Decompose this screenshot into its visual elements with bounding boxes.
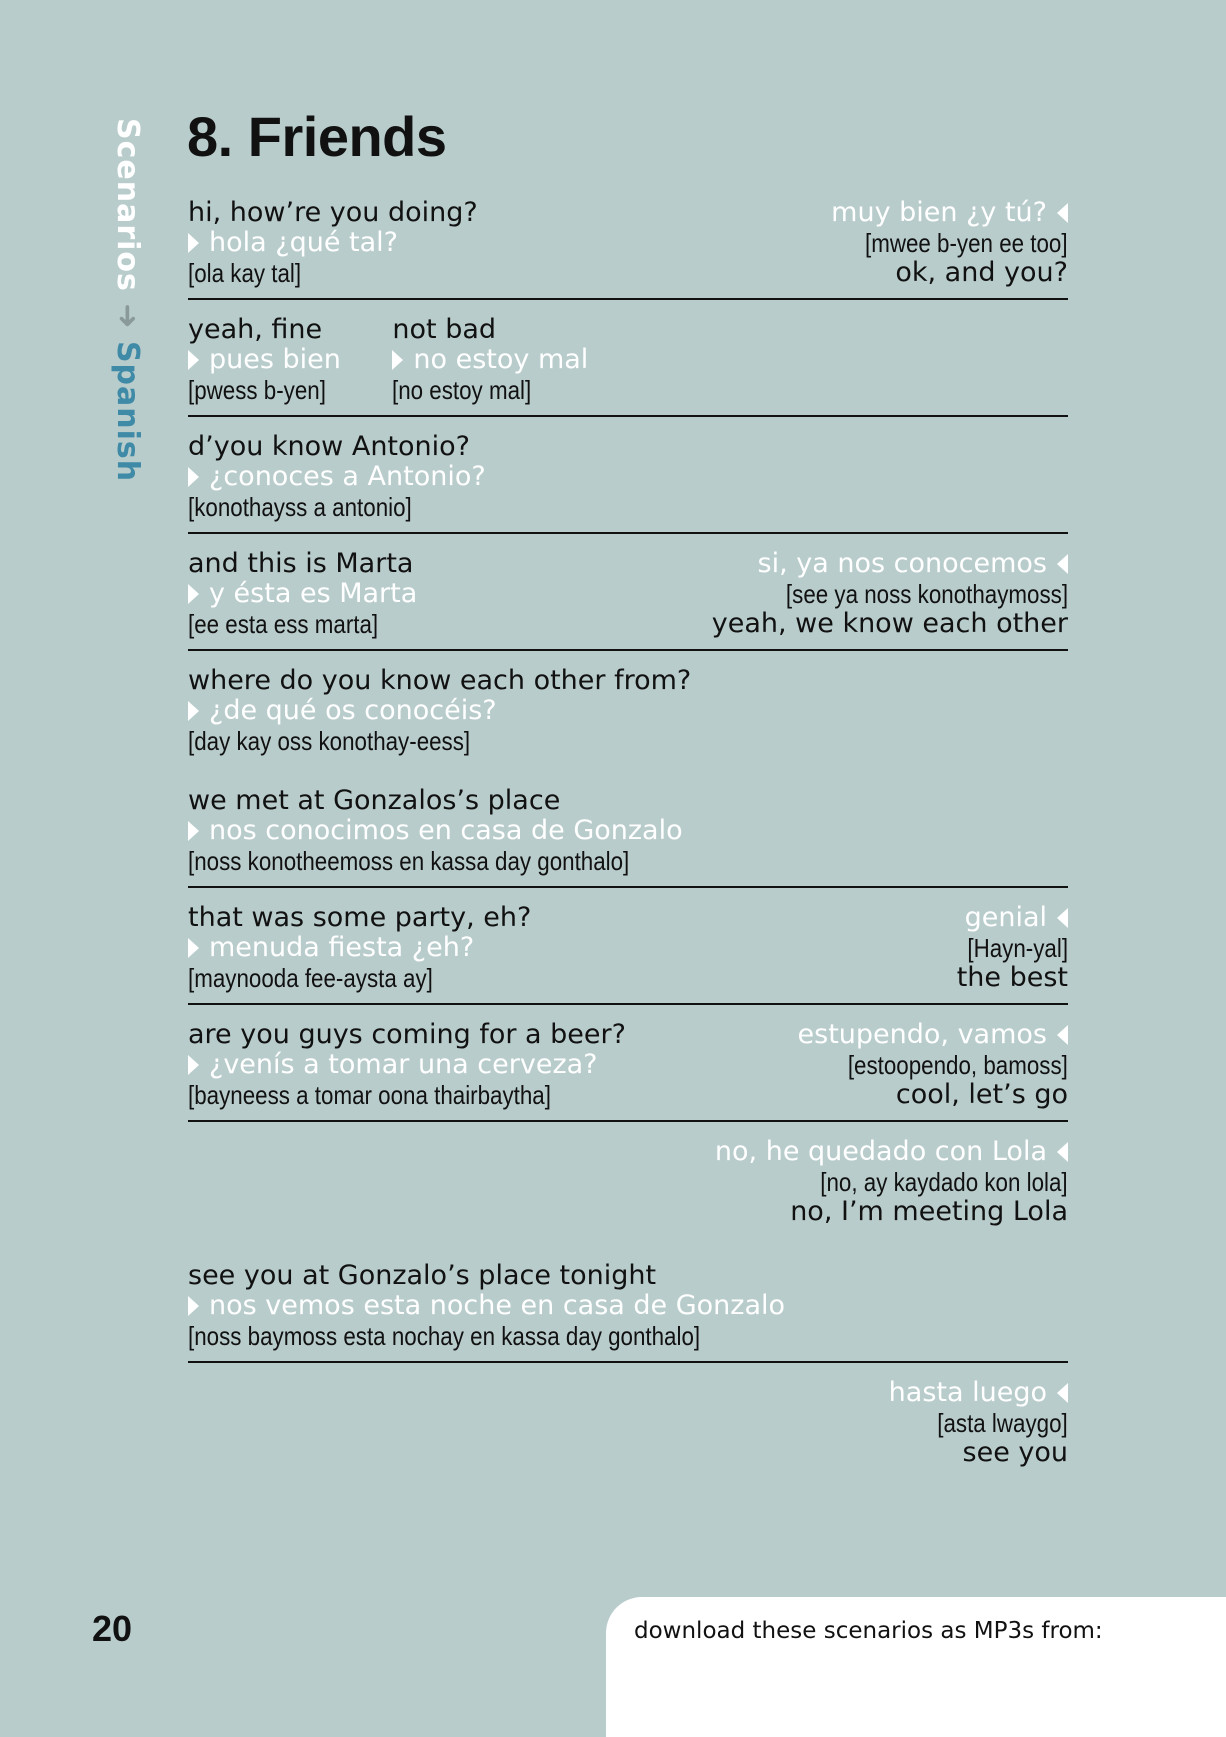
play-left-icon <box>1057 908 1068 928</box>
english-phrase: hi, how’re you doing? <box>188 197 478 228</box>
spanish-phrase: nos vemos esta noche en casa de Gonzalo <box>188 1291 1068 1321</box>
pronunciation: [noss baymoss esta nochay en kassa day gonthalo] <box>188 1321 701 1351</box>
pronunciation: [ee esta ess marta] <box>188 609 379 639</box>
arrow-icon: ➜ <box>110 303 145 330</box>
english-phrase: see you at Gonzalo’s place tonight <box>188 1260 657 1291</box>
pronunciation: [maynooda fee-aysta ay] <box>188 963 433 993</box>
english-reply: the best <box>956 962 1068 993</box>
footer-download-text: download these scenarios as MP3s from: <box>634 1618 1103 1644</box>
play-right-icon <box>188 1296 199 1316</box>
play-right-icon <box>188 938 199 958</box>
spanish-phrase: ¿venís a tomar una cerveza? <box>188 1050 626 1080</box>
phrase-block <box>188 903 1068 1005</box>
play-left-icon <box>1057 1383 1068 1403</box>
phrase-block <box>188 1261 1068 1363</box>
english-phrase: we met at Gonzalos’s place <box>188 785 561 816</box>
spanish-phrase: ¿de qué os conocéis? <box>188 696 1068 726</box>
pronunciation: [ola kay tal] <box>188 258 302 288</box>
english-phrase: where do you know each other from? <box>188 665 692 696</box>
page-title: 8. Friends <box>187 105 447 168</box>
english-reply: no, I’m meeting Lola <box>790 1196 1068 1227</box>
phrase-block <box>188 198 1068 300</box>
phrase-block <box>188 1378 1068 1478</box>
reply-pronunciation: [estoopendo, bamoss] <box>847 1050 1068 1080</box>
play-right-icon <box>188 701 199 721</box>
play-right-icon <box>188 1055 199 1075</box>
english-phrase: that was some party, eh? <box>188 902 532 933</box>
english-reply: ok, and you? <box>895 257 1068 288</box>
reply-pronunciation: [Hayn-yal] <box>967 933 1068 963</box>
spanish-reply: si, ya nos conocemos <box>758 549 1068 579</box>
phrase-block <box>188 666 1068 766</box>
english-reply: yeah, we know each other <box>711 608 1068 639</box>
play-left-icon <box>1057 554 1068 574</box>
spanish-phrase: pues bien <box>188 345 348 375</box>
play-left-icon <box>1057 1025 1068 1045</box>
play-left-icon <box>1057 203 1068 223</box>
play-right-icon <box>188 350 199 370</box>
english-phrase: yeah, fine <box>188 314 323 345</box>
sidebar-label <box>110 118 144 482</box>
pronunciation: [pwess b-yen] <box>188 375 326 405</box>
english-reply: see you <box>962 1437 1068 1468</box>
pronunciation: [noss konotheemoss en kassa day gonthalo] <box>188 846 630 876</box>
phrase-block <box>188 432 1068 534</box>
sidebar-word-spanish: Spanish <box>110 340 145 483</box>
spanish-reply: no, he quedado con Lola <box>715 1137 1068 1167</box>
reply-pronunciation: [no, ay kaydado kon lola] <box>820 1167 1068 1197</box>
play-right-icon <box>188 584 199 604</box>
page-number: 20 <box>92 1608 133 1649</box>
spanish-phrase: y ésta es Marta <box>188 579 417 609</box>
spanish-reply: hasta luego <box>889 1378 1068 1408</box>
english-phrase: and this is Marta <box>188 548 414 579</box>
pronunciation: [bayneess a tomar oona thairbaytha] <box>188 1080 551 1110</box>
phrase-list <box>188 198 1068 1498</box>
spanish-phrase: ¿conoces a Antonio? <box>188 462 1068 492</box>
play-left-icon <box>1057 1142 1068 1162</box>
phrase-block <box>188 1020 1068 1122</box>
english-phrase: are you guys coming for a beer? <box>188 1019 626 1050</box>
play-right-icon <box>188 467 199 487</box>
play-right-icon <box>392 350 403 370</box>
english-phrase: d’you know Antonio? <box>188 431 470 462</box>
phrase-block <box>188 549 1068 651</box>
spanish-phrase: no estoy mal <box>392 345 588 375</box>
spanish-reply: muy bien ¿y tú? <box>831 198 1068 228</box>
english-reply: cool, let’s go <box>895 1079 1068 1110</box>
reply-pronunciation: [asta lwaygo] <box>937 1408 1068 1438</box>
play-right-icon <box>188 233 199 253</box>
reply-pronunciation: [see ya noss konothaymoss] <box>785 579 1068 609</box>
pronunciation: [day kay oss konothay-eess] <box>188 726 471 756</box>
pronunciation: [no estoy mal] <box>392 375 532 405</box>
spanish-reply: genial <box>965 903 1068 933</box>
play-right-icon <box>188 821 199 841</box>
sidebar-word-scenarios: Scenarios <box>110 118 145 292</box>
pronunciation: [konothayss a antonio] <box>188 492 412 522</box>
spanish-reply: estupendo, vamos <box>798 1020 1068 1050</box>
reply-pronunciation: [mwee b-yen ee too] <box>865 228 1068 258</box>
english-phrase: not bad <box>392 314 497 345</box>
phrase-block <box>188 1137 1068 1237</box>
spanish-phrase: menuda fiesta ¿eh? <box>188 933 531 963</box>
spanish-phrase: hola ¿qué tal? <box>188 228 478 258</box>
phrase-block <box>188 315 1068 417</box>
spanish-phrase: nos conocimos en casa de Gonzalo <box>188 816 1068 846</box>
phrase-block <box>188 786 1068 888</box>
